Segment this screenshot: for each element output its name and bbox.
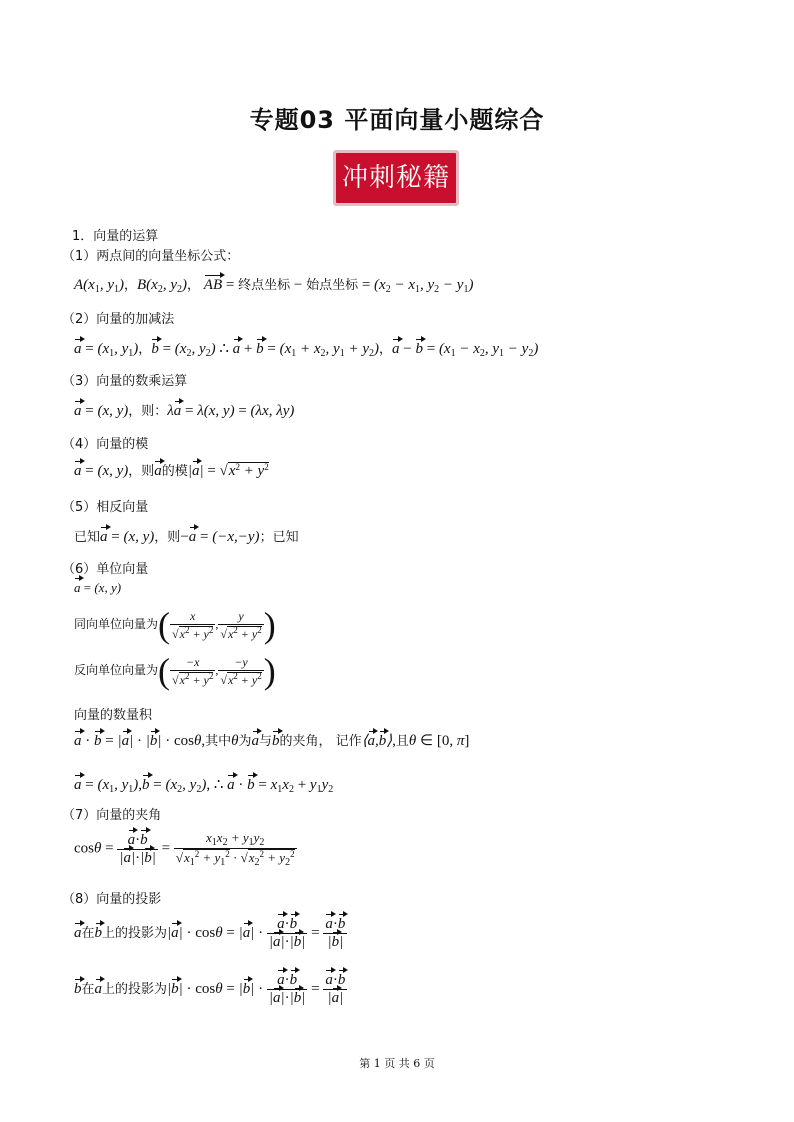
given-label-2: ；已知	[259, 530, 299, 545]
on-label: 在	[81, 925, 95, 941]
projection-label-2: 上的投影为	[102, 981, 168, 997]
magnitude-of-label: 的模	[161, 464, 188, 479]
formula-proj-a: a在b上的投影为|a| · cosθ = |a| · $\frac{a\cdot b}{|a|\cdot|b|}$ = $\frac{a\cdot b}{|b|}$	[74, 916, 346, 950]
page-footer: 第 1 页 共 6 页	[359, 1057, 435, 1070]
formula-magnitude: a = (x, y)，则a的模$|a| = √x^2 + y^2$	[74, 462, 269, 479]
formula-proj-b: b在a上的投影为|b| · cosθ = |b| · $\frac{a\cdot b}{|a|\cdot|b|}$ = $\frac{a\cdot b}{|a|}$	[74, 972, 346, 1006]
stamp-text: 冲刺秘籍	[341, 163, 450, 193]
angle-label: 的夹角，	[279, 734, 332, 749]
then-label-2: ，则	[128, 464, 155, 479]
formula-dot-coords: $a = (x_1$, $y_1),b = (x_2$, $y_2$), ∴ $a \cdot b = x_1x_2 + y_1y_2$	[74, 777, 334, 795]
denote-label: 记作	[335, 734, 362, 749]
formula-unit-a: a = (x, y)	[74, 580, 122, 595]
where-label: 其中	[205, 734, 232, 749]
start-coord-label: 始点坐标	[306, 278, 359, 293]
dot-product-heading: 向量的数量积	[74, 708, 153, 723]
formula-add-sub: $a = (x_1$, $y_1$)，$b = (x_2$, $y_2$) ∴ $a + b = (x_1 + x_2$, $y_1 + y_2$)，$a - b = (x_1 - x_2$, $y_1 - y_2$)	[74, 341, 539, 359]
given-label: 已知	[74, 530, 101, 545]
end-coord-label: 终点坐标	[238, 278, 291, 293]
and-also-label: 且	[395, 734, 409, 749]
same-direction-label: 同向单位向量为	[74, 616, 159, 631]
formula-opposite: 已知a = (x, y)，则−a = (−x,−y)；已知	[74, 529, 299, 545]
page-title: 专题03 平面向量小题综合	[249, 106, 545, 134]
subheading-4: （4）向量的模	[62, 437, 149, 452]
on-label-2: 在	[81, 981, 95, 997]
subheading-2: （2）向量的加减法	[62, 312, 175, 327]
subheading-1: （1）两点间的向量坐标公式：	[62, 249, 240, 264]
stamp-badge	[333, 150, 459, 206]
is-label: 为	[238, 734, 252, 749]
and-label: 与	[259, 734, 273, 749]
subheading-3: （3）向量的数乘运算	[62, 374, 188, 389]
opposite-direction-label: 反向单位向量为	[74, 662, 159, 677]
subheading-7: （7）向量的夹角	[62, 808, 162, 823]
section-heading: 1．向量的运算	[72, 229, 159, 244]
formula-unit-same: 同向单位向量为( $\frac{x}{√x^2 + y^2}$ , $\frac{y}{√x^2 + y^2}$ )	[74, 605, 276, 645]
then-label: ，则：	[128, 404, 168, 419]
formula-ab: $A(x_1$, $y_1$)，$B(x_2$, $y_2$)， AB = 终点坐标 − 始点坐标 = ($x_2 - x_1$, $y_2 - y_1$)	[74, 277, 474, 295]
formula-scalar: a = (x, y)，则：λa = λ(x, y) = (λx, λy)	[74, 403, 295, 419]
formula-angle: cosθ = $\frac{a\cdot b}{|a|\cdot|b|}$ = $\frac{x_1x_2 + y_1y_2}{√x_1^2 + y_1^2 \cdot √x_2^2 + y_2^2}$	[74, 830, 295, 868]
subheading-8: （8）向量的投影	[62, 892, 162, 907]
projection-label: 上的投影为	[102, 925, 168, 941]
formula-unit-opp: 反向单位向量为( $\frac{-x}{√x^2 + y^2}$ , $\frac{-y}{√x^2 + y^2}$ )	[74, 651, 276, 691]
subheading-6: （6）单位向量	[62, 562, 149, 577]
subheading-5: （5）相反向量	[62, 500, 149, 515]
then-label-3: ，则	[154, 530, 181, 545]
formula-dot-def: a · b = |a| · |b| · cosθ,其中θ为a与b的夹角， 记作⟨a,b⟩,且θ ∈ [0, π]	[74, 733, 470, 749]
